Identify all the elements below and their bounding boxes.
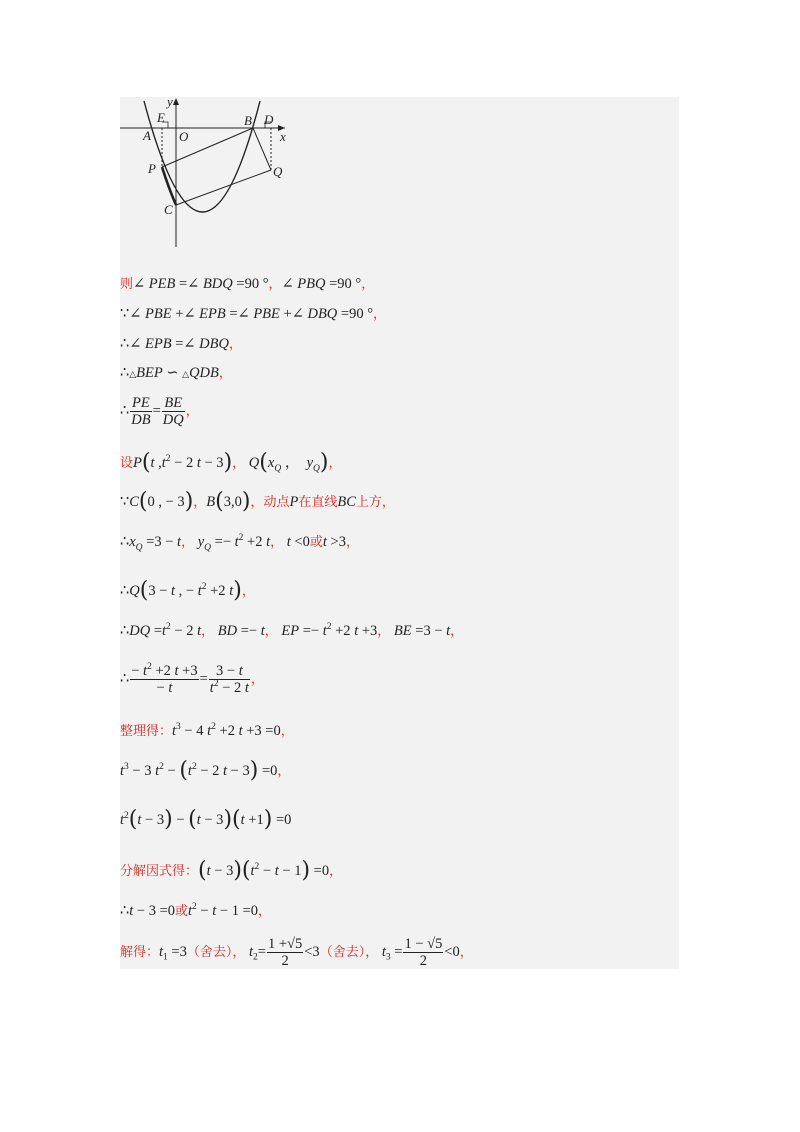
line-10: ∴DQ $=t^2 - 2$ t， BD =− t， EP =− $t^2 +2$ t +3， BE =3 − t，: [120, 622, 464, 639]
parabola-figure: [120, 97, 300, 257]
line-14: $t^2(t - 3) - (t - 3)(t +1) =0$: [120, 807, 292, 832]
y-axis-arrow-icon: [173, 98, 179, 105]
line-15: 分解因式得：$(t - 3)(t^2 - t - 1) =0$，: [120, 858, 343, 883]
segment-CQ: [176, 170, 271, 205]
line-13: $t^3 - 3$ $t^2 - (t^2 - 2$ t − 3) =0，: [120, 758, 291, 783]
line-9: ∴Q(3 − t , − $t^2 +2$ t)，: [120, 578, 255, 603]
line-11: ∴ $\frac{- t^2 +2 t +3}{- t}$ = $\frac{3 - t}{t^2 - 2 t}$ ，: [120, 662, 264, 696]
label-A: A: [143, 128, 151, 143]
label-B: B: [244, 113, 252, 128]
label-O: O: [179, 129, 189, 144]
line-16: ∴t − 3 =0或$t^2 - t - 1 =0$，: [120, 902, 272, 919]
label-D: D: [264, 112, 274, 127]
label-y: y: [167, 97, 173, 109]
label-Q: Q: [273, 164, 283, 179]
line-12: 整理得：$t^3 - 4$ $t^2 +2$ t +3 =0，: [120, 722, 294, 739]
line-17: 解得：$t_1 =3$（舍去）， $t_2=$ $\frac{1 +√5}{2}$ <3（舍去）， $t_3$ = $\frac{1 - √5}{2}$ <0，: [120, 936, 473, 969]
line-3: ∴∠ EPB =∠ DBQ，: [120, 336, 242, 352]
line-5: ∴ $\frac{PE}{DB}$ = $\frac{BE}{DQ}$ ，: [120, 395, 199, 428]
line-8: $\therefore x_Q =3 - t$， $y_Q =- t^2 +2$ t， t <0或t >3，: [120, 533, 359, 553]
label-P: P: [148, 161, 156, 176]
segment-BQ: [253, 128, 271, 170]
label-C: C: [164, 202, 173, 217]
label-x: x: [280, 129, 286, 144]
line-7: ∵C(0 , − 3)，B(3,0)，动点P在直线BC上方，: [120, 489, 395, 514]
line-6: 设P(t $,t^2 - 2$ t − 3)， $Q(x_Q$ ， $y_Q$)，: [120, 450, 342, 475]
line-2: ∵∠ PBE +∠ EPB =∠ PBE +∠ DBQ =90 °，: [120, 306, 387, 322]
line-1: 则∠ PEB =∠ BDQ =90 °，∠ PBQ =90 °，: [120, 276, 375, 292]
line-4: ∴△BEP ∽ △QDB，: [120, 365, 232, 381]
label-E: E: [157, 110, 165, 125]
